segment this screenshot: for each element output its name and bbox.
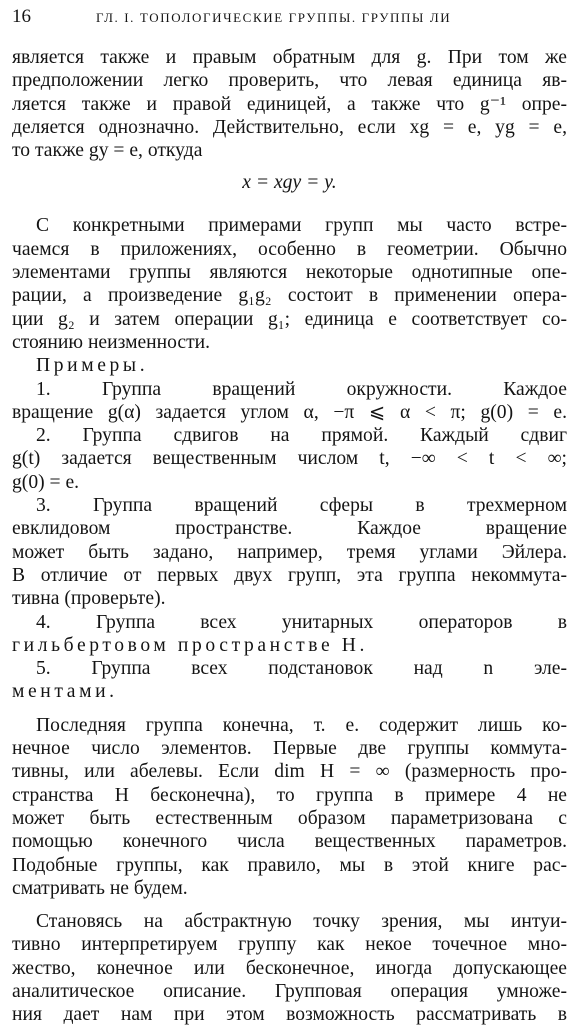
paragraph-first-line: Становясь на абстрактную точку зрения, мы интуи- (36, 911, 567, 933)
text-line: является также и правым обратным для g. При том же (12, 47, 567, 68)
text-line: В отличие от первых двух групп, эта группа некоммута- (12, 564, 567, 586)
text-line: g(0) = e. (12, 471, 80, 493)
text-line: гильбертовом пространстве H. (12, 634, 369, 656)
text-line: ния дает нам при этом возможность рассматривать в (12, 1004, 567, 1026)
text-line: нечное число элементов. Первые две группы коммута- (12, 738, 567, 760)
text-line: может быть задано, например, тремя углами Эйлера. (12, 541, 567, 563)
text-line: может быть естественным образом параметризована с (12, 807, 567, 829)
paragraph-first-line: Последняя группа конечна, т. е. содержит лишь ко- (36, 714, 567, 736)
text-line: то также gy = e, откуда (12, 140, 203, 162)
example-2-title-line: 2. Группа сдвигов на прямой. Каждый сдвиг (36, 425, 567, 447)
text-line: помощью конечного числа вещественных параметров. (12, 831, 567, 853)
example-5-title-line: 5. Группа всех подстановок над n эле- (36, 658, 567, 680)
text-line: деляется однозначно. Действительно, если xg = e, yg = e, (12, 116, 567, 138)
text-line: предположении легко проверить, что левая единица яв- (12, 70, 567, 92)
text-line: рации, а произведение g₁g₂ состоит в применении опера- (12, 285, 567, 307)
page-number: 16 (12, 6, 31, 27)
text-line: g(t) задается вещественным числом t, −∞ < t < ∞; (12, 448, 567, 470)
example-3-title-line: 3. Группа вращений сферы в трехмерном (36, 495, 567, 517)
text-line: жество, конечное или бесконечное, иногда допускающее (12, 957, 567, 979)
paragraph-gap (12, 204, 567, 214)
text-line: элементами группы являются некоторые однотипные опе- (12, 262, 567, 284)
text-line: тивны, или абелевы. Если dim H = ∞ (размерность про- (12, 761, 567, 783)
text-line: чаемся в приложениях, особенно в геометрии. Обычно (12, 238, 567, 260)
example-4-title-line: 4. Группа всех унитарных операторов в (36, 611, 567, 633)
text-line: ляется также и правой единицей, а также что g⁻¹ опре- (12, 93, 567, 115)
text-line: тивно интерпретируем группу как некое точечное мно- (12, 934, 567, 956)
page-header (12, 6, 568, 30)
text-line: евклидовом пространстве. Каждое вращение (12, 518, 567, 540)
text-line: аналитическое описание. Групповая операция умноже- (12, 980, 567, 1002)
paragraph-gap (12, 704, 567, 714)
text-line: стоянию неизменности. (12, 331, 211, 353)
page-body (12, 46, 567, 1027)
text-line: сматривать не будем. (12, 877, 188, 899)
text-line: странства H бесконечна), то группа в примере 4 не (12, 784, 567, 806)
text-line: ции g₂ и затем операции g₁; единица e соответствует со- (12, 308, 567, 330)
examples-heading: Примеры. (36, 355, 149, 377)
example-1-title-line: 1. Группа вращений окружности. Каждое (36, 378, 567, 400)
text-line: ментами. (12, 681, 118, 703)
text-line: Подобные группы, как правило, мы в этой книге рас- (12, 854, 567, 876)
paragraph-gap (12, 900, 567, 910)
text-line: вращение g(α) задается углом α, −π ⩽ α < π; g(0) = e. (12, 401, 567, 423)
paragraph-first-line: С конкретными примерами групп мы часто встре- (36, 215, 567, 237)
text-line: тивна (проверьте). (12, 588, 166, 610)
running-title: ГЛ. I. ТОПОЛОГИЧЕСКИЕ ГРУППЫ. ГРУППЫ ЛИ (96, 10, 452, 25)
display-formula: x = xgy = y. (242, 172, 337, 194)
